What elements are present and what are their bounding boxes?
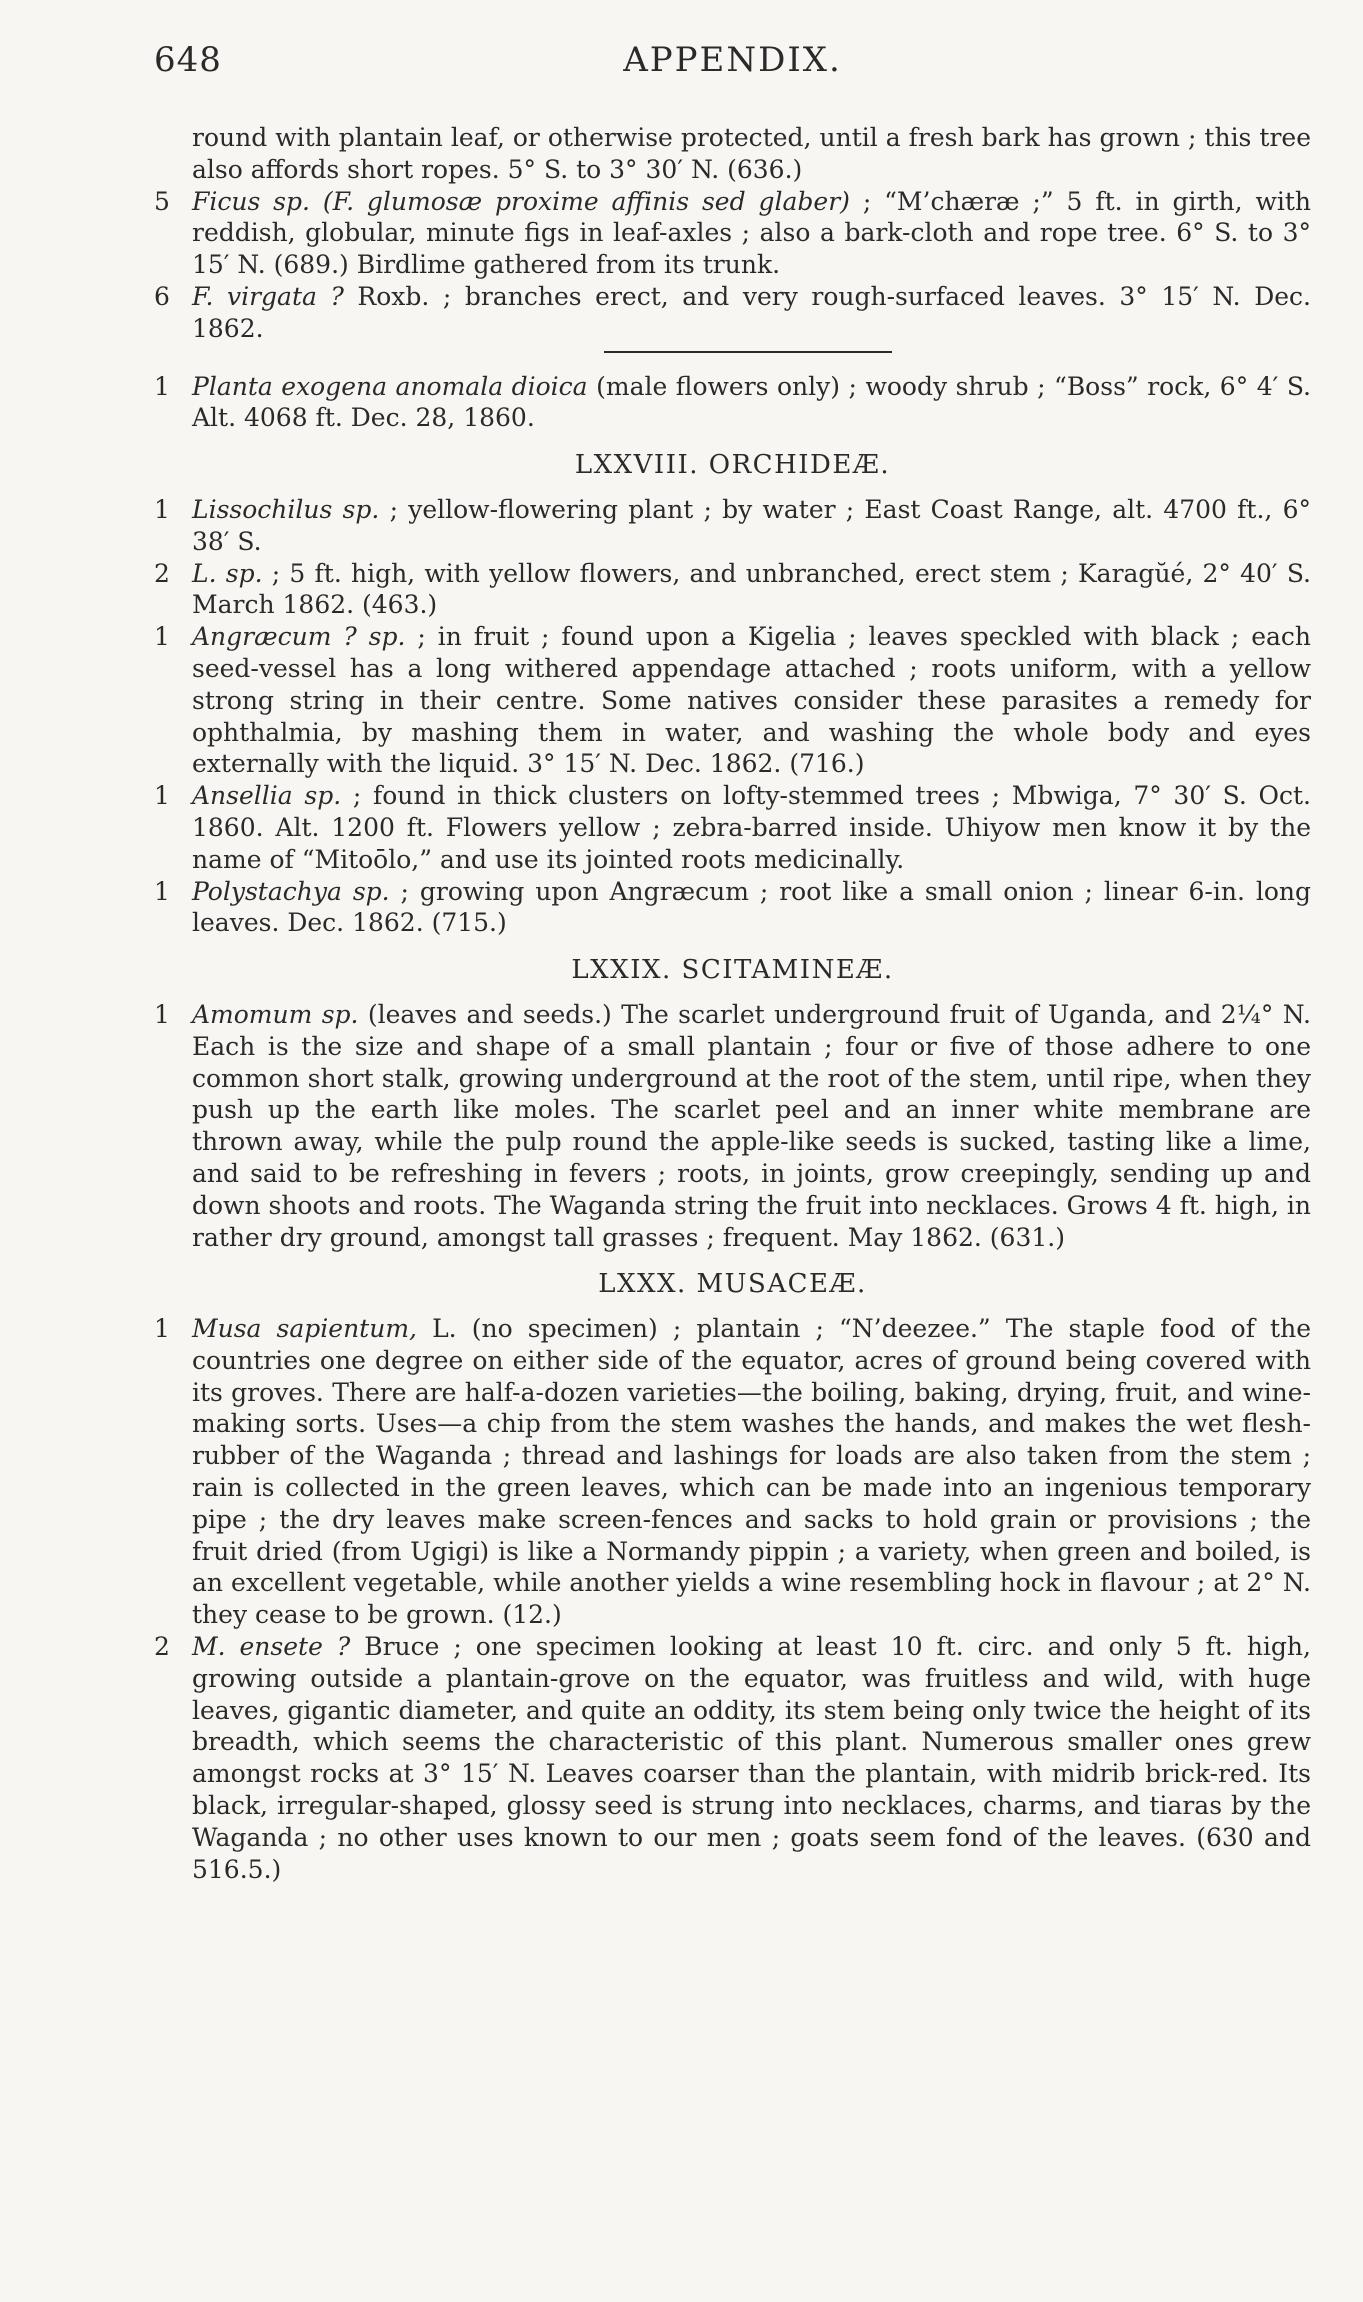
- entry-text: ; in fruit ; found upon a Kigelia ; leaves speckled with black ; each seed-vessel has a long withered appendage attached ; roots uniform, with a yellow strong string in their centre. Some natives consider these parasites a remedy for ophthalmia, by mashing them in water, and washing the whole body and eyes externally with the liquid. 3° 15′ N. Dec. 1862. (716.): [192, 622, 1311, 779]
- entry-planta-exogena: [154, 371, 1311, 435]
- entry-text: L. (no specimen) ; plantain ; “N’deezee.” The staple food of the countries one degree on either side of the equator, acres of ground being covered with its groves. There are half-a-dozen varieties—the boiling, baking, drying, fruit, and wine-making sorts. Uses—a chip from the stem washes the hands, and makes the wet flesh-rubber of the Waganda ; thread and lashings for loads are also taken from the stem ; rain is collected in the green leaves, which can be made into an ingenious temporary pipe ; the dry leaves make screen-fences and sacks to hold grain or provisions ; the fruit dried (from Ugigi) is like a Normandy pippin ; a variety, when green and boiled, is an excellent vegetable, while another yields a wine resembling hock in flavour ; at 2° N. they cease to be grown. (12.): [192, 1314, 1311, 1630]
- entry-polystachya: [154, 876, 1311, 940]
- page-header: [154, 40, 1311, 84]
- section-heading-orchideae: LXXVIII. ORCHIDEÆ.: [574, 450, 891, 481]
- entry-text: Roxb. ; branches erect, and very rough-surfaced leaves. 3° 15′ N. Dec. 1862.: [192, 281, 1311, 343]
- species-name: M. ensete ?: [192, 1632, 351, 1662]
- section-heading-scitamineae: LXXIX. SCITAMINEÆ.: [571, 955, 894, 986]
- entry-text: ; growing upon Angræcum ; root like a small onion ; linear 6-in. long leaves. Dec. 1862. (715.): [192, 876, 1311, 938]
- entry-text: ; found in thick clusters on lofty-stemmed trees ; Mbwiga, 7° 30′ S. Oct. 1860. Alt. 1200 ft. Flowers yellow ; zebra-barred inside. Uhiyow men know it by the name of “Mitoōlo,” and use its jointed roots medicinally.: [192, 781, 1311, 874]
- entry-count: 1: [154, 622, 170, 652]
- entry-count: 1: [154, 876, 170, 906]
- entry-musa-sapientum: [154, 1313, 1311, 1631]
- species-note: (F. glumosæ proxime affinis sed glaber): [322, 186, 850, 216]
- entry-count: 1: [154, 1314, 170, 1344]
- entry-text: (leaves and seeds.) The scarlet underground fruit of Uganda, and 2¼° N. Each is the size and shape of a small plantain ; four or five of those adhere to one common short stalk, growing underground at the root of the stem, until ripe, when they push up the earth like moles. The scarlet peel and an inner white membrane are thrown away, while the pulp round the apple-like seeds is sucked, tasting like a lime, and said to be refreshing in fevers ; roots, in joints, grow creepingly, sending up and down shoots and roots. The Waganda string the fruit into necklaces. Grows 4 ft. high, in rather dry ground, amongst tall grasses ; frequent. May 1862. (631.): [192, 999, 1311, 1252]
- species-name: L. sp.: [192, 558, 263, 588]
- entry-count: 5: [154, 186, 170, 216]
- entry-ficus-virgata: [154, 281, 1311, 345]
- page-body: [154, 122, 1311, 1885]
- entry-text: Bruce ; one specimen looking at least 10 ft. circ. and only 5 ft. high, growing outside a plantain-grove on the equator, was fruitless and wild, with huge leaves, gigantic diameter, and quite an oddity, its stem being only twice the height of its breadth, which seems the characteristic of this plant. Numerous smaller ones grew amongst rocks at 3° 15′ N. Leaves coarser than the plantain, with midrib brick-red. Its black, irregular-shaped, glossy seed is strung into necklaces, charms, and tiaras by the Waganda ; no other uses known to our men ; goats seem fond of the leaves. (630 and 516.5.): [192, 1632, 1311, 1884]
- entry-count: 1: [154, 371, 170, 401]
- running-head: APPENDIX.: [623, 40, 842, 80]
- entry-count: 2: [154, 558, 170, 588]
- page-number: 648: [154, 40, 222, 80]
- entry-l-sp: [154, 558, 1311, 622]
- entry-count: 6: [154, 281, 170, 311]
- species-name: Polystachya sp.: [192, 876, 390, 906]
- entry-lissochilus: [154, 494, 1311, 558]
- entry-musa-ensete: [154, 1631, 1311, 1885]
- entry-text: (male flowers only) ; woody shrub ; “Boss” rock, 6° 4′ S. Alt. 4068 ft. Dec. 28, 1860.: [192, 371, 1311, 433]
- entry-ansellia: [154, 780, 1311, 875]
- species-name: Angræcum ? sp.: [192, 622, 406, 652]
- section-divider-rule: [604, 351, 892, 353]
- species-name: Musa sapientum,: [192, 1314, 417, 1344]
- entry-count: 1: [154, 494, 170, 524]
- entry-angraecum: [154, 621, 1311, 780]
- section-heading-musaceae: LXXX. MUSACEÆ.: [598, 1269, 867, 1300]
- entry-count: 1: [154, 999, 170, 1029]
- continuation-text: round with plantain leaf, or otherwise protected, until a fresh bark has grown ; this tree also affords short ropes. 5° S. to 3° 30′ N. (636.): [192, 123, 1311, 184]
- species-name: F. virgata ?: [192, 281, 344, 311]
- entry-count: 1: [154, 781, 170, 811]
- species-name: Planta exogena anomala dioica: [192, 371, 588, 401]
- entry-amomum: [154, 999, 1311, 1253]
- entry-text: ; 5 ft. high, with yellow flowers, and unbranched, erect stem ; Karagŭé, 2° 40′ S. March 1862. (463.): [192, 558, 1311, 620]
- species-name: Lissochilus sp.: [192, 494, 380, 524]
- entry-text: ; yellow-flowering plant ; by water ; East Coast Range, alt. 4700 ft., 6° 38′ S.: [192, 494, 1311, 556]
- entry-text: ; “M’chæræ ;” 5 ft. in girth, with reddish, globular, minute figs in leaf-axles ; also a bark-cloth and rope tree. 6° S. to 3° 15′ N. (689.) Birdlime gathered from its trunk.: [192, 186, 1311, 280]
- continuation-paragraph: [154, 122, 1311, 186]
- species-name: Ansellia sp.: [192, 781, 342, 811]
- entry-count: 2: [154, 1632, 170, 1662]
- species-name: Ficus sp.: [192, 186, 310, 216]
- species-name: Amomum sp.: [192, 999, 359, 1029]
- entry-ficus: [154, 186, 1311, 281]
